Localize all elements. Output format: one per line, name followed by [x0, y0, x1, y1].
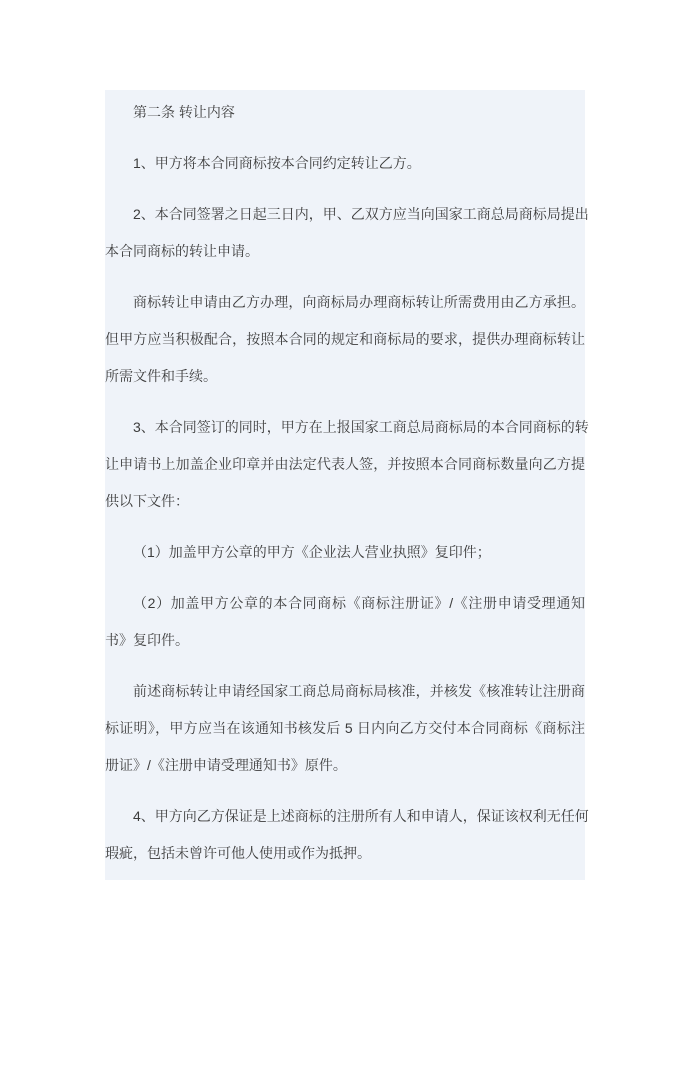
paragraph: [105, 534, 585, 571]
text-line: 册证》/《注册申请受理通知书》原件。: [105, 757, 347, 773]
paragraph: [105, 94, 585, 131]
paragraph: [105, 145, 585, 182]
text-line: （2）加盖甲方公章的本合同商标《商标注册证》/《注册申请受理通知: [133, 595, 585, 611]
text-line: 供以下文件：: [105, 493, 189, 509]
paragraph: [105, 284, 585, 395]
text-line: 2、本合同签署之日起三日内，甲、乙双方应当向国家工商总局商标局提出: [133, 206, 589, 222]
text-line: （1）加盖甲方公章的甲方《企业法人营业执照》复印件；: [133, 544, 491, 560]
text-line: 让申请书上加盖企业印章并由法定代表人签，并按照本合同商标数量向乙方提: [105, 456, 585, 472]
paragraph: [105, 409, 589, 520]
paragraph: [105, 196, 589, 270]
text-line: 书》复印件。: [105, 632, 189, 648]
text-line: 4、甲方向乙方保证是上述商标的注册所有人和申请人，保证该权利无任何: [133, 808, 589, 824]
paragraph: [105, 673, 585, 784]
text-line: 3、本合同签订的同时，甲方在上报国家工商总局商标局的本合同商标的转: [133, 419, 589, 435]
text-line: 前述商标转让申请经国家工商总局商标局核准，并核发《核准转让注册商: [133, 683, 585, 699]
text-line: 但甲方应当积极配合，按照本合同的规定和商标局的要求，提供办理商标转让: [105, 331, 585, 347]
paragraph: [105, 798, 589, 872]
page: [0, 90, 690, 1066]
text-line: 1、甲方将本合同商标按本合同约定转让乙方。: [133, 155, 421, 171]
text-line: 瑕疵，包括未曾许可他人使用或作为抵押。: [105, 845, 371, 861]
paragraph: [105, 585, 585, 659]
contract-text-panel: [105, 90, 589, 880]
text-line: 标证明》，甲方应当在该通知书核发后 5 日内向乙方交付本合同商标《商标注: [105, 720, 585, 736]
text-line: 商标转让申请由乙方办理，向商标局办理商标转让所需费用由乙方承担。: [133, 294, 585, 310]
text-line: 本合同商标的转让申请。: [105, 243, 259, 259]
text-line: 所需文件和手续。: [105, 368, 217, 384]
text-line: 第二条 转让内容: [133, 104, 235, 120]
